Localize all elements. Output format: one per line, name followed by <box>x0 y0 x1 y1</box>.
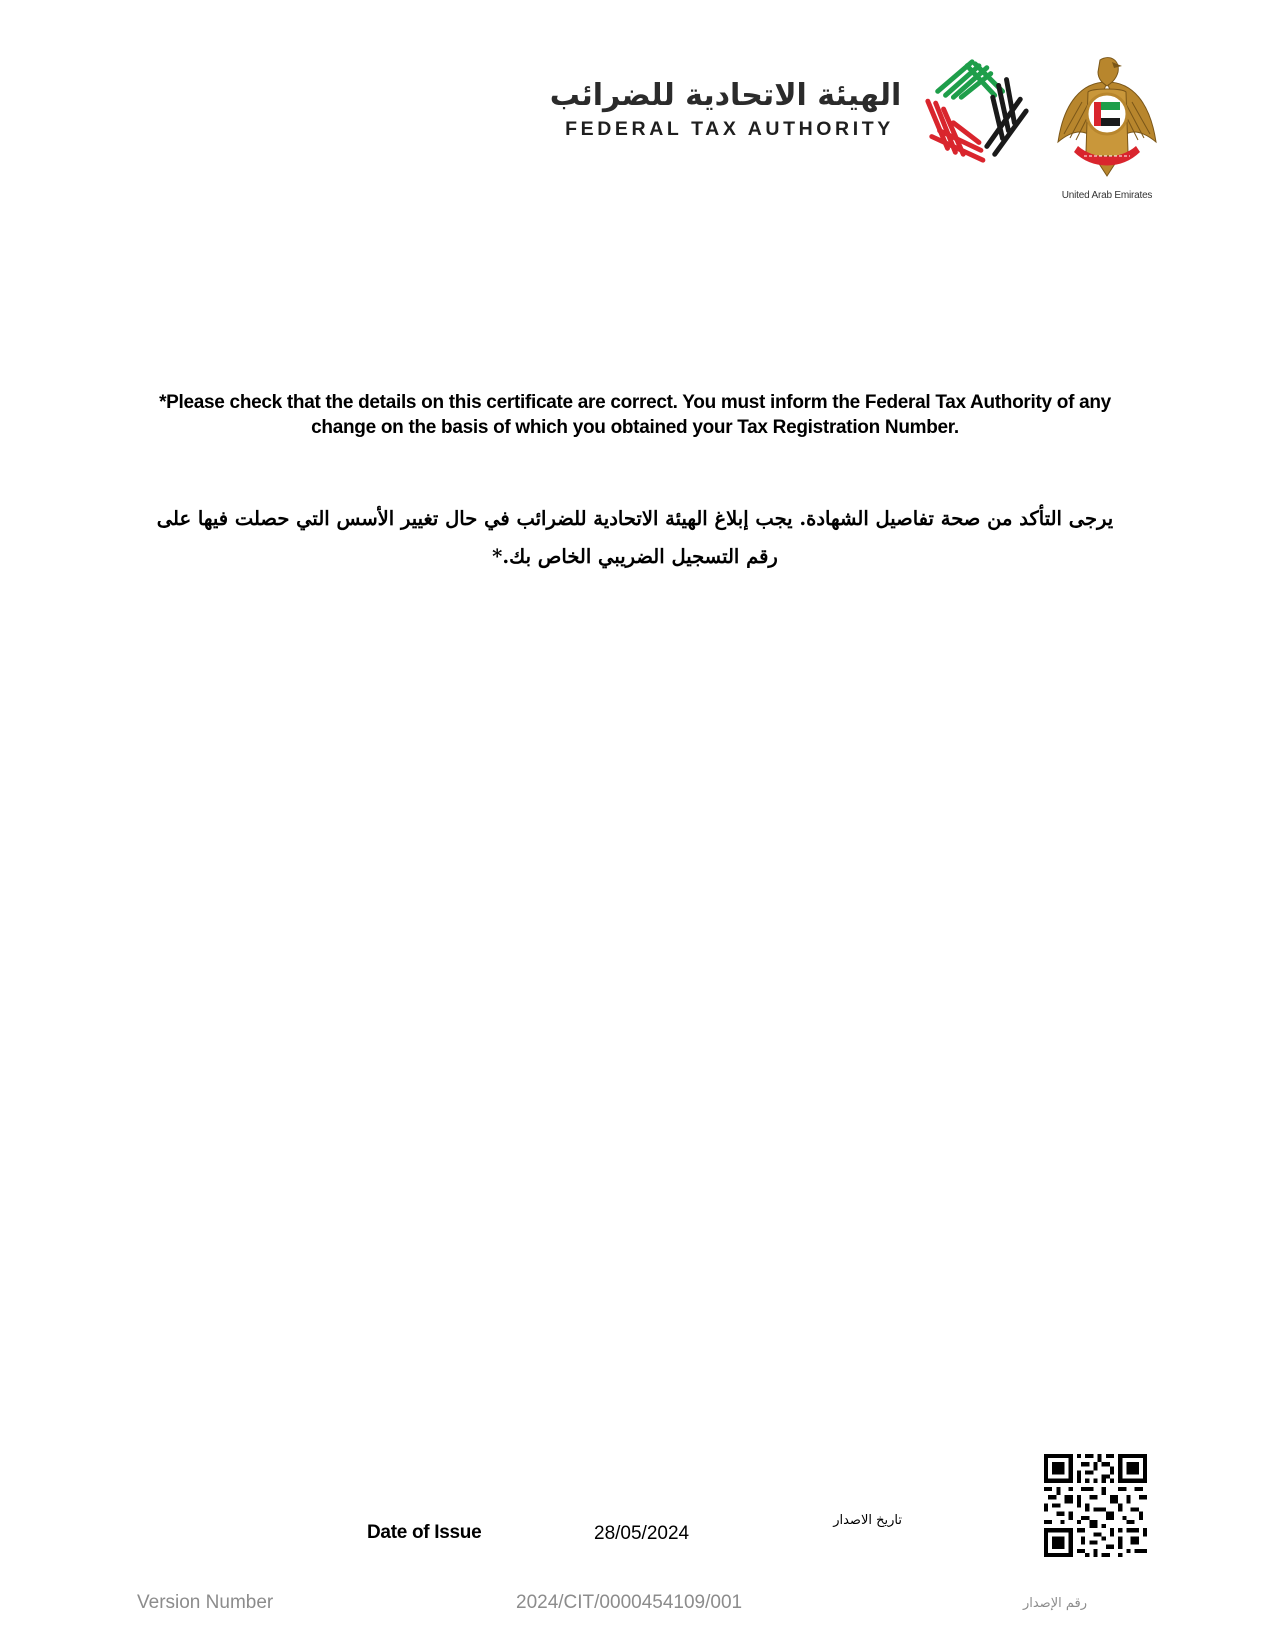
authority-name-english: FEDERAL TAX AUTHORITY <box>565 118 894 140</box>
version-number-label-arabic: رقم الإصدار <box>1022 1596 1087 1611</box>
uae-falcon-emblem-icon <box>1052 52 1162 182</box>
fta-logo-icon <box>918 52 1036 170</box>
authority-name-arabic: الهيئة الاتحادية للضرائب <box>549 78 902 113</box>
date-of-issue-value: 28/05/2024 <box>594 1523 690 1544</box>
notice-arabic: يرجى التأكد من صحة تفاصيل الشهادة. يجب إبلاغ الهيئة الاتحادية للضرائب في حال تغيير الأسس التي حصلت فيها على رقم التسجيل الضريبي الخاص بك.* <box>156 507 1114 568</box>
date-of-issue-label: Date of Issue <box>367 1522 482 1543</box>
date-of-issue-label-arabic: تاريخ الاصدار <box>833 1513 902 1528</box>
emblem-caption: United Arab Emirates <box>1061 190 1153 201</box>
version-number-value: 2024/CIT/0000454109/001 <box>516 1592 743 1613</box>
notice-english: *Please check that the details on this certificate are correct. You must inform the Federal Tax Authority of any change on the basis of which you obtained your Tax Registration Number. <box>159 392 1111 438</box>
version-number-label: Version Number <box>137 1592 274 1613</box>
qr-code-icon <box>1044 1454 1147 1557</box>
